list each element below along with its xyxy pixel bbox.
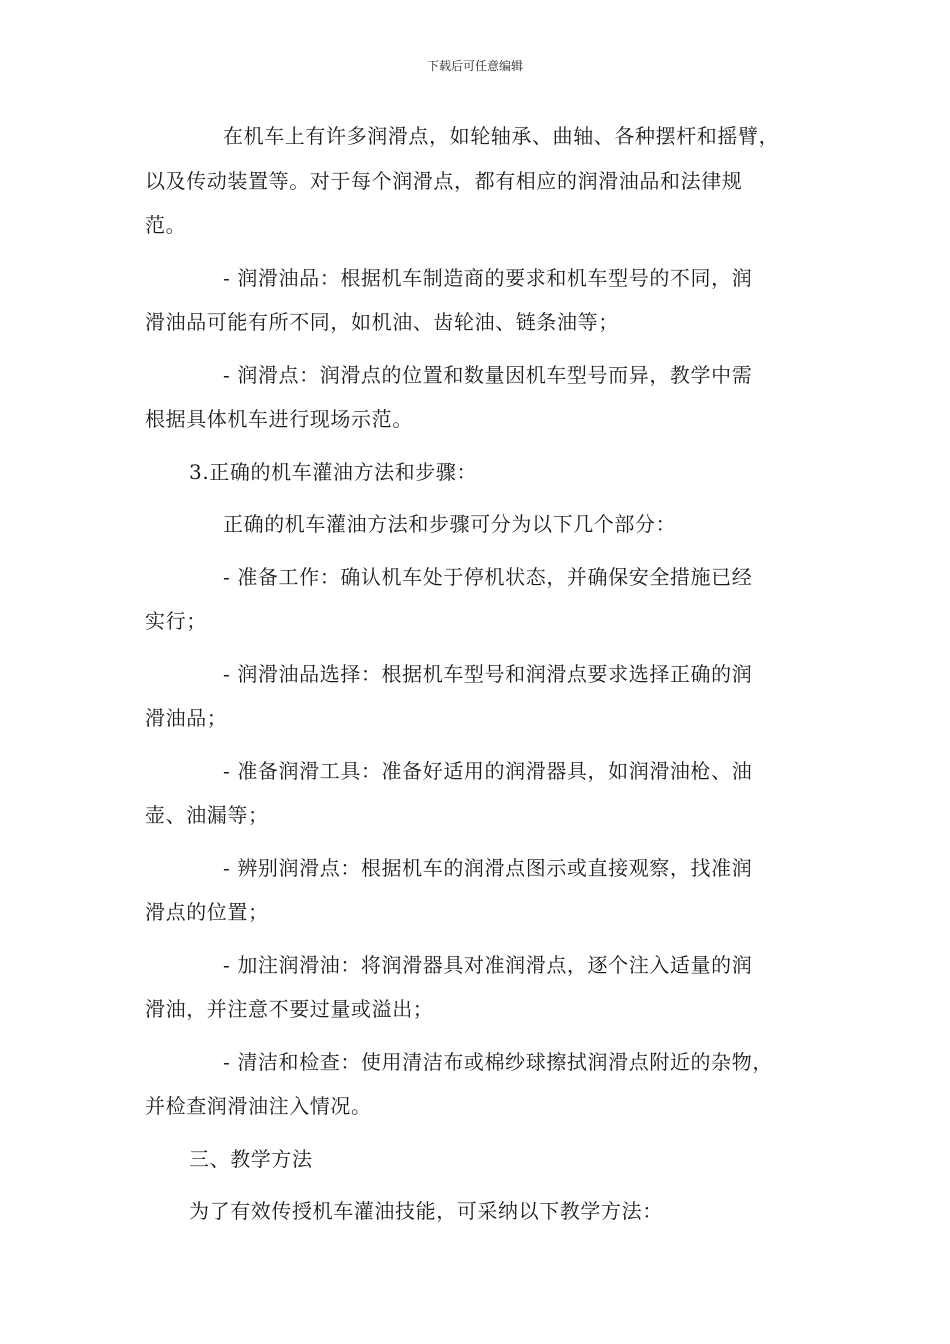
text-line: 滑点的位置； [145, 900, 269, 924]
text-line: 范。 [145, 213, 187, 237]
text-line: 以及传动装置等。对于每个润滑点，都有相应的润滑油品和法律规 [145, 168, 743, 193]
text-line: 为了有效传授机车灌油技能，可采纳以下教学方法： [189, 1199, 663, 1223]
text-line: - 准备工作：确认机车处于停机状态，并确保安全措施已经 [223, 564, 753, 589]
section-heading-teaching-methods [145, 1137, 815, 1182]
document-body [145, 114, 815, 1234]
text-line: - 清洁和检查：使用清洁布或棉纱球擦拭润滑点附近的杂物， [223, 1049, 773, 1074]
paragraph-teaching-methods-intro [145, 1189, 815, 1234]
page-header: 下载后可任意编辑 [426, 59, 523, 73]
text-line: 实行； [145, 609, 207, 633]
text-line: - 辨别润滑点：根据机车的润滑点图示或直接观察，找准润 [223, 855, 753, 880]
text-line: 滑油，并注意不要过量或溢出； [145, 997, 434, 1021]
text-line: 滑油品可能有所不同，如机油、齿轮油、链条油等； [145, 310, 619, 334]
section-heading-method [145, 450, 815, 495]
list-item-add-oil [145, 943, 815, 1032]
paragraph-lubrication-points-intro [145, 114, 815, 248]
text-line: 根据具体机车进行现场示范。 [145, 407, 413, 431]
list-item-preparation [145, 555, 815, 644]
list-item-lubricant-selection [145, 652, 815, 741]
list-item-tool-preparation [145, 749, 815, 838]
text-line: - 准备润滑工具：准备好适用的润滑器具，如润滑油枪、油 [223, 758, 753, 783]
text-line: - 润滑点：润滑点的位置和数量因机车型号而异，教学中需 [223, 362, 753, 387]
text-line: 并检查润滑油注入情况。 [145, 1094, 372, 1118]
list-item-lubrication-point [145, 353, 815, 442]
text-line: 在机车上有许多润滑点，如轮轴承、曲轴、各种摆杆和摇臂， [223, 124, 780, 148]
text-line: 3.正确的机车灌油方法和步骤： [189, 459, 478, 484]
text-line: 滑油品； [145, 706, 228, 730]
text-line: - 加注润滑油：将润滑器具对准润滑点，逐个注入适量的润 [223, 952, 753, 977]
text-line: 三、教学方法 [189, 1146, 313, 1171]
text-line: 正确的机车灌油方法和步骤可分为以下几个部分： [223, 512, 677, 536]
paragraph-method-intro [145, 502, 815, 547]
text-line: 壶、油漏等； [145, 803, 269, 827]
text-line: - 润滑油品：根据机车制造商的要求和机车型号的不同，润 [223, 265, 753, 290]
text-line: - 润滑油品选择：根据机车型号和润滑点要求选择正确的润 [223, 661, 753, 686]
list-item-identify-points [145, 846, 815, 935]
list-item-clean-and-check [145, 1040, 815, 1129]
list-item-lubricant [145, 256, 815, 345]
